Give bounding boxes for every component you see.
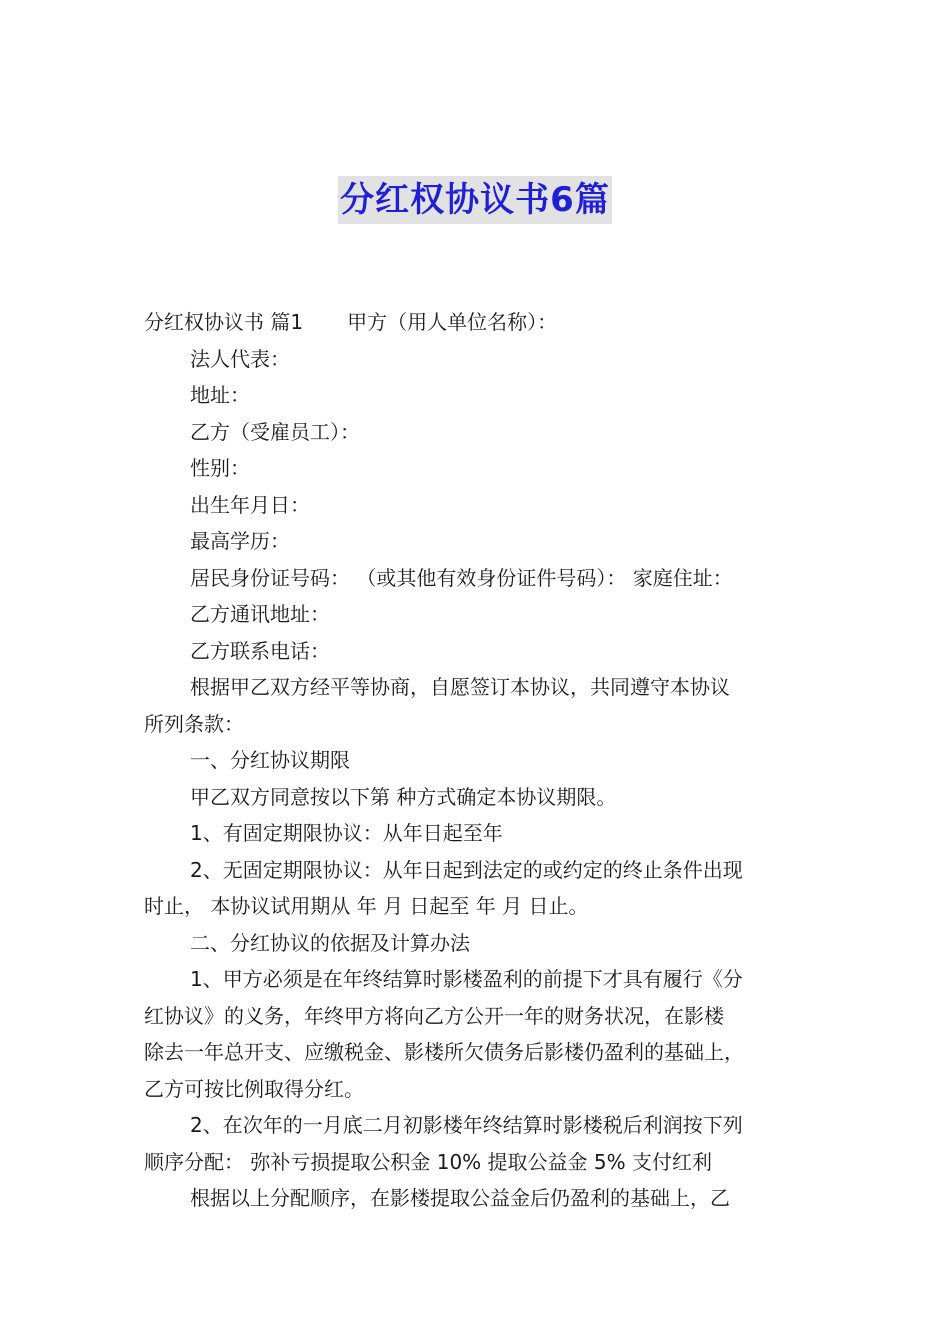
body-line: 2、在次年的一月底二月初影楼年终结算时影楼税后利润按下列 bbox=[190, 1113, 743, 1137]
body-line: 甲乙双方同意按以下第 种方式确定本协议期限。 bbox=[190, 784, 617, 809]
body-line: 顺序分配： 弥补亏损提取公积金 10% 提取公益金 5% 支付红利 bbox=[144, 1149, 712, 1174]
body-line: 根据以上分配顺序，在影楼提取公益金后仍盈利的基础上，乙 bbox=[190, 1186, 730, 1210]
body-line: 红协议》的义务，年终甲方将向乙方公开一年的财务状况，在影楼 bbox=[144, 1003, 724, 1028]
body-line: 乙方通讯地址： bbox=[190, 602, 330, 626]
body-line: 除去一年总开支、应缴税金、影楼所欠债务后影楼仍盈利的基础上， bbox=[144, 1040, 744, 1064]
document-title: 分红权协议书6篇 bbox=[338, 176, 612, 224]
party-a-label: 甲方（用人单位名称）： bbox=[347, 310, 558, 334]
body-line: 法人代表： bbox=[190, 346, 290, 371]
body-line: 2、无固定期限协议：从年日起到法定的或约定的终止条件出现 bbox=[190, 857, 743, 882]
body-line: 乙方联系电话： bbox=[190, 638, 330, 663]
body-line: 地址： bbox=[190, 383, 250, 407]
body-line: 一、分红协议期限 bbox=[190, 748, 350, 772]
body-line: 1、有固定期限协议：从年日起至年 bbox=[190, 821, 503, 845]
body-line: 性别： bbox=[190, 456, 250, 480]
body-line: 乙方可按比例取得分红。 bbox=[144, 1076, 364, 1101]
body-line: 二、分红协议的依据及计算办法 bbox=[190, 930, 470, 955]
section-heading: 分红权协议书 篇1 bbox=[144, 310, 304, 334]
body-line: 出生年月日： bbox=[190, 492, 310, 517]
body-line: 所列条款： bbox=[144, 711, 244, 736]
body-line: 时止， 本协议试用期从 年 月 日起至 年 月 日止。 bbox=[144, 894, 589, 918]
body-line: 居民身份证号码： （或其他有效身份证件号码）： 家庭住址： bbox=[190, 565, 733, 590]
body-line: 1、甲方必须是在年终结算时影楼盈利的前提下才具有履行《分 bbox=[190, 967, 743, 991]
body-line: 根据甲乙双方经平等协商，自愿签订本协议，共同遵守本协议 bbox=[190, 675, 730, 699]
body-line: 最高学历： bbox=[190, 529, 290, 553]
body-line: 乙方（受雇员工）： bbox=[190, 419, 360, 444]
body-line-0 bbox=[144, 304, 810, 341]
document-body bbox=[144, 304, 810, 1217]
title-container bbox=[0, 176, 950, 224]
